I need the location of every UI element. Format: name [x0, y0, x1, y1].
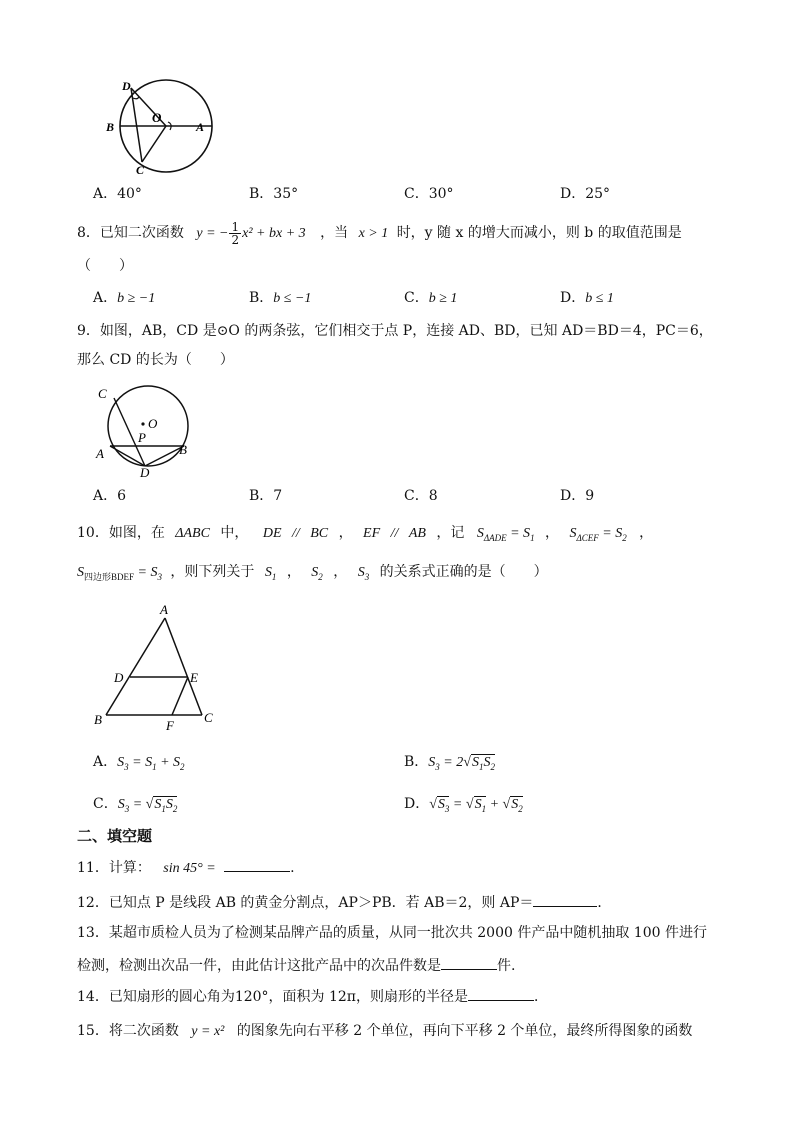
- q14-end: ．: [534, 989, 549, 1005]
- q10-eq-s1: = S: [510, 526, 531, 541]
- q10-text3: ，则下列关于: [170, 564, 255, 580]
- q10-option-d[interactable]: [404, 794, 523, 819]
- q10-triangle-figure: [88, 600, 228, 735]
- q10-bc: BC: [310, 526, 329, 541]
- q9-option-a[interactable]: A．6: [93, 488, 127, 504]
- q9-label-O: O: [148, 416, 158, 431]
- q8-pre: 已知二次函数: [99, 225, 184, 241]
- q14-text: 14．已知扇形的圆心角为120°，面积为 12π，则扇形的半径是: [77, 989, 469, 1005]
- q10-s1-sub: 1: [530, 532, 535, 543]
- q9-label-C: C: [98, 386, 107, 401]
- q10-s-cef-S: S: [569, 526, 577, 541]
- q12-stem: [77, 892, 611, 913]
- q10-comma2: ，: [545, 525, 560, 541]
- q10-comma3: ，: [639, 525, 654, 541]
- q7-option-a[interactable]: A．40°: [93, 186, 142, 202]
- q8-option-b-math: b ≤ −1: [273, 291, 312, 306]
- q8-number: 8．: [77, 225, 100, 241]
- q10-option-d-math: $√S_3 = √S_1 + √S_2$: [429, 797, 523, 814]
- q9-stem-line1: 9．如图，AB，CD 是⊙O 的两条弦，它们相交于点 P，连接 AD、BD，已知 AD＝BD＝4，PC＝6，: [77, 323, 713, 339]
- q7-option-d[interactable]: D．25°: [560, 186, 611, 202]
- q10-s-ade-S: S: [476, 526, 484, 541]
- q8-fraction: [229, 221, 241, 246]
- q10-ef: EF: [363, 526, 381, 541]
- q8-option-b-letter: B．: [249, 290, 274, 306]
- q11-end: .: [290, 860, 295, 876]
- q13-end: 件.: [497, 958, 516, 974]
- q10-option-b-letter: B．: [404, 754, 429, 770]
- q7-label-B: B: [106, 120, 115, 134]
- q8-mid1: ，当: [320, 225, 349, 241]
- q15-pre: 15．将二次函数: [77, 1023, 179, 1039]
- q10-option-b-math: $S_3 = 2√S_1S_2$: [428, 755, 495, 772]
- q10-s-cef: [569, 526, 626, 541]
- q10-s3-sub: 3: [157, 571, 162, 582]
- q10-comma1: ，: [338, 525, 353, 541]
- q8-frac-den: 2: [231, 232, 240, 247]
- q8-option-d-math: b ≤ 1: [585, 291, 614, 306]
- q10-s-cef-sub: ΔCEF: [576, 532, 599, 543]
- q10-comma5: ，: [333, 564, 348, 580]
- q12-end: ．: [597, 895, 612, 911]
- q7-label-A: A: [196, 120, 205, 134]
- q10-ab: AB: [408, 526, 426, 541]
- q10-s2-idx: 2: [318, 571, 323, 582]
- section-fill-in-title: 二、填空题: [77, 827, 153, 845]
- q10-s2: [311, 565, 323, 580]
- q7-option-b[interactable]: B．35°: [249, 186, 299, 202]
- q8-frac-num: 1: [231, 219, 240, 234]
- q10-text2: ，记: [436, 525, 465, 541]
- q10-de: DE: [262, 526, 282, 541]
- q9-option-c[interactable]: C．8: [404, 488, 438, 504]
- q10-s3-S: S: [357, 565, 365, 580]
- q10-stem-line2: [77, 562, 548, 587]
- q10-number: 10．如图，在: [77, 525, 165, 541]
- q10-s-bdef-sub: 四边形BDEF: [84, 571, 135, 582]
- q10-s3: [358, 565, 370, 580]
- q8-option-a-math: b ≥ −1: [117, 291, 156, 306]
- q10-s-ade-sub: ΔADE: [483, 532, 507, 543]
- q10-label-B: B: [94, 712, 102, 727]
- q10-s-bdef-S: S: [77, 565, 84, 580]
- q8-option-d[interactable]: [560, 288, 614, 309]
- q10-triangle: ΔABC: [175, 526, 210, 541]
- q11-answer-blank[interactable]: [224, 857, 290, 872]
- q10-s2-S: S: [311, 565, 319, 580]
- q9-label-A: A: [96, 446, 104, 461]
- q9-circle-figure: [92, 380, 202, 480]
- q13-stem-line1: 13．某超市质检人员为了检测某品牌产品的质量，从同一批次共 2000 件产品中随机抽取 100 件进行: [77, 925, 707, 941]
- q10-label-A: A: [160, 602, 168, 617]
- q9-option-b[interactable]: B．7: [249, 488, 283, 504]
- q7-label-O: O: [152, 110, 162, 125]
- q14-answer-blank[interactable]: [468, 986, 534, 1001]
- q14-stem: [77, 986, 548, 1007]
- q8-func-rest: x² + bx + 3: [242, 226, 306, 241]
- q10-text4: 的关系式正确的是（ ）: [379, 564, 548, 580]
- q15-func: y = x²: [191, 1024, 225, 1039]
- q10-option-c-letter: C．: [93, 796, 118, 812]
- q10-option-a[interactable]: [93, 752, 185, 777]
- q7-label-D: D: [122, 79, 131, 93]
- q8-mid2: 时，y 随 x 的增大而减小，则 b 的取值范围是: [396, 225, 682, 241]
- q8-option-c-letter: C．: [404, 290, 429, 306]
- q10-text1: 中，: [220, 525, 249, 541]
- q11-stem: [77, 857, 295, 879]
- q9-label-P: P: [138, 430, 146, 445]
- q10-option-a-letter: A．: [93, 754, 118, 770]
- q10-label-C: C: [204, 710, 213, 725]
- q10-option-c-math: $S_3 = √S_1S_2$: [117, 797, 178, 814]
- q12-text: 12．已知点 P 是线段 AB 的黄金分割点，AP＞PB．若 AB＝2，则 AP＝: [77, 895, 534, 911]
- q10-s3-idx: 3: [364, 571, 370, 582]
- q10-s-bdef: [77, 565, 162, 580]
- q8-paren: （ ）: [77, 258, 133, 274]
- q9-stem-line2: 那么 CD 的长为（ ）: [77, 352, 234, 368]
- q10-label-E: E: [190, 670, 198, 685]
- q10-s2-sub: 2: [622, 532, 627, 543]
- q10-stem-line1: [77, 523, 653, 548]
- q9-option-d[interactable]: D．9: [560, 488, 595, 504]
- q10-option-b[interactable]: [404, 752, 495, 777]
- q10-label-D: D: [114, 670, 124, 685]
- q13-stem-line2: [77, 955, 515, 976]
- q8-option-b[interactable]: [249, 288, 311, 309]
- q7-label-C: C: [136, 163, 145, 176]
- q13-answer-blank[interactable]: [441, 955, 497, 970]
- q11-expr: sin 45° =: [163, 861, 216, 876]
- q15-post: 的图象先向右平移 2 个单位，再向下平移 2 个单位，最终所得图象的函数: [236, 1023, 693, 1039]
- q8-option-c-math: b ≥ 1: [428, 291, 458, 306]
- q10-option-c[interactable]: [93, 794, 177, 819]
- q10-option-a-math: $S_3 = S_1 + S_2$: [117, 755, 185, 772]
- q8-option-a-letter: A．: [93, 290, 118, 306]
- q9-label-B: B: [179, 442, 187, 457]
- q10-parallel2: //: [390, 526, 399, 541]
- q10-parallel1: //: [291, 526, 300, 541]
- q10-label-F: F: [166, 718, 174, 733]
- q13-text: 检测，检测出次品一件，由此估计这批产品中的次品件数是: [77, 958, 441, 974]
- q8-condition: x > 1: [358, 226, 389, 241]
- q10-eq-s2: = S: [602, 526, 623, 541]
- q10-option-d-letter: D．: [404, 796, 430, 812]
- q8-option-d-letter: D．: [560, 290, 586, 306]
- q11-pre: 11．计算：: [77, 860, 151, 876]
- q10-comma4: ，: [286, 564, 301, 580]
- q15-stem: [77, 1021, 692, 1042]
- q10-s1: [265, 565, 277, 580]
- q10-s1-S: S: [264, 565, 272, 580]
- q8-option-a[interactable]: [93, 288, 155, 309]
- q9-label-D: D: [140, 465, 150, 480]
- q7-option-c[interactable]: C．30°: [404, 186, 454, 202]
- q10-s1-idx: 1: [271, 571, 277, 582]
- q8-option-c[interactable]: [404, 288, 457, 309]
- q7-circle-figure: [100, 76, 225, 176]
- q8-func-lhs: y = −: [196, 226, 229, 241]
- q8-stem: [77, 220, 682, 246]
- q10-s-ade: [477, 526, 535, 541]
- q10-eq-s3: = S: [137, 565, 158, 580]
- q12-answer-blank[interactable]: [533, 892, 597, 907]
